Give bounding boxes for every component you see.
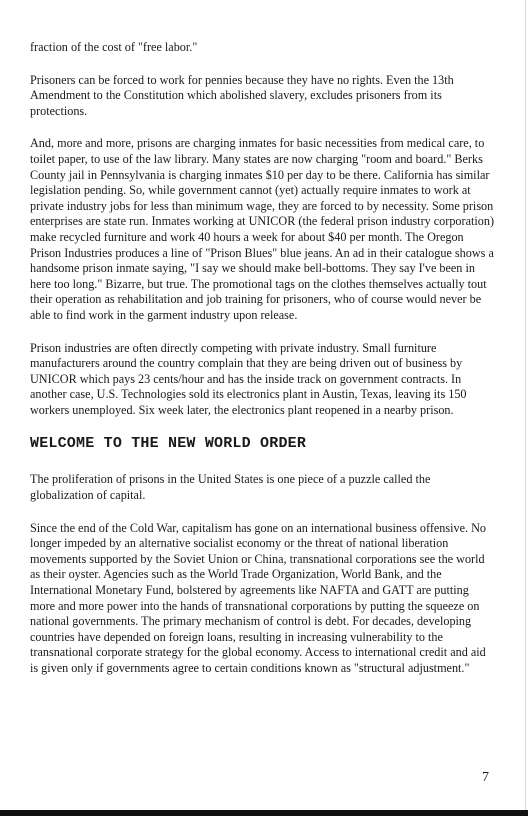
paragraph-prison-industries-competing: Prison industries are often directly competing with private industry. Small furniture manufacturers around the country complain that they are being driven out of business by UNICOR which pays 23 cents/hour and has the inside track on government contracts. In another case, U.S. Technologies sold its electronics plant in Austin, Texas, leaving its 150 workers unemployed. Six week later, the electronics plant reopened in a nearby prison.: [30, 340, 467, 417]
page-number: 7: [482, 770, 489, 785]
paragraph-prisoners-no-rights: Prisoners can be forced to work for pennies because they have no rights. Even the 13th Amendment to the Constitution which abolished slavery, excludes prisoners from its protections.: [30, 72, 454, 118]
scan-bottom-border: [0, 810, 528, 816]
paragraph-cold-war-capitalism: Since the end of the Cold War, capitalism has gone on an international business offensive. No longer impeded by an alternative socialist economy or the threat of national liberation movements supported by the Soviet Union or China, transnational corporations see the world as their oyster. Agencies such as the World Trade Organization, World Bank, and the International Monetary Fund, bolstered by agreements like NAFTA and GATT are putting more and more power into the hands of transnational corporations by putting the squeeze on national governments. The primary mechanism of control is debt. For decades, developing countries have depended on foreign loans, resulting in increasing vulnerability to the transnational corporate strategy for the global economy. Access to international credit and aid is given only if governments agree to certain conditions known as "structural adjustment.": [30, 520, 487, 675]
paragraph-fraction-of-cost: fraction of the cost of "free labor.": [30, 40, 198, 54]
section-heading: WELCOME TO THE NEW WORLD ORDER: [30, 435, 307, 453]
paragraph-proliferation-of-prisons: The proliferation of prisons in the United States is one piece of a puzzle called the globalization of capital.: [30, 472, 431, 503]
scan-edge-line: [525, 0, 526, 816]
body-text: [30, 40, 496, 694]
paragraph-charging-inmates: And, more and more, prisons are charging inmates for basic necessities from medical care, to toilet paper, to use of the law library. Many states are now charging "room and board." Berks County jail in Pennsylvania is charging inmates $10 per day to be there. California has similar legislation pending. So, while government cannot (yet) actually require inmates to work at private industry jobs for less than minimum wage, they are forced to by necessity. Some prison enterprises are state run. Inmates working at UNICOR (the federal prison industry corporation) make recycled furniture and work 40 hours a week for about $40 per month. The Oregon Prison Industries produces a line of "Prison Blues" blue jeans. An ad in their catalogue shows a handsome prison inmate saying, "I say we should make bell-bottoms. They say I've been in here too long." Bizarre, but true. The promotional tags on the clothes themselves actually tout their operation as rehabilitation and job training for prisoners, who of course would never be able to find work in the garment industry upon release.: [30, 136, 494, 322]
